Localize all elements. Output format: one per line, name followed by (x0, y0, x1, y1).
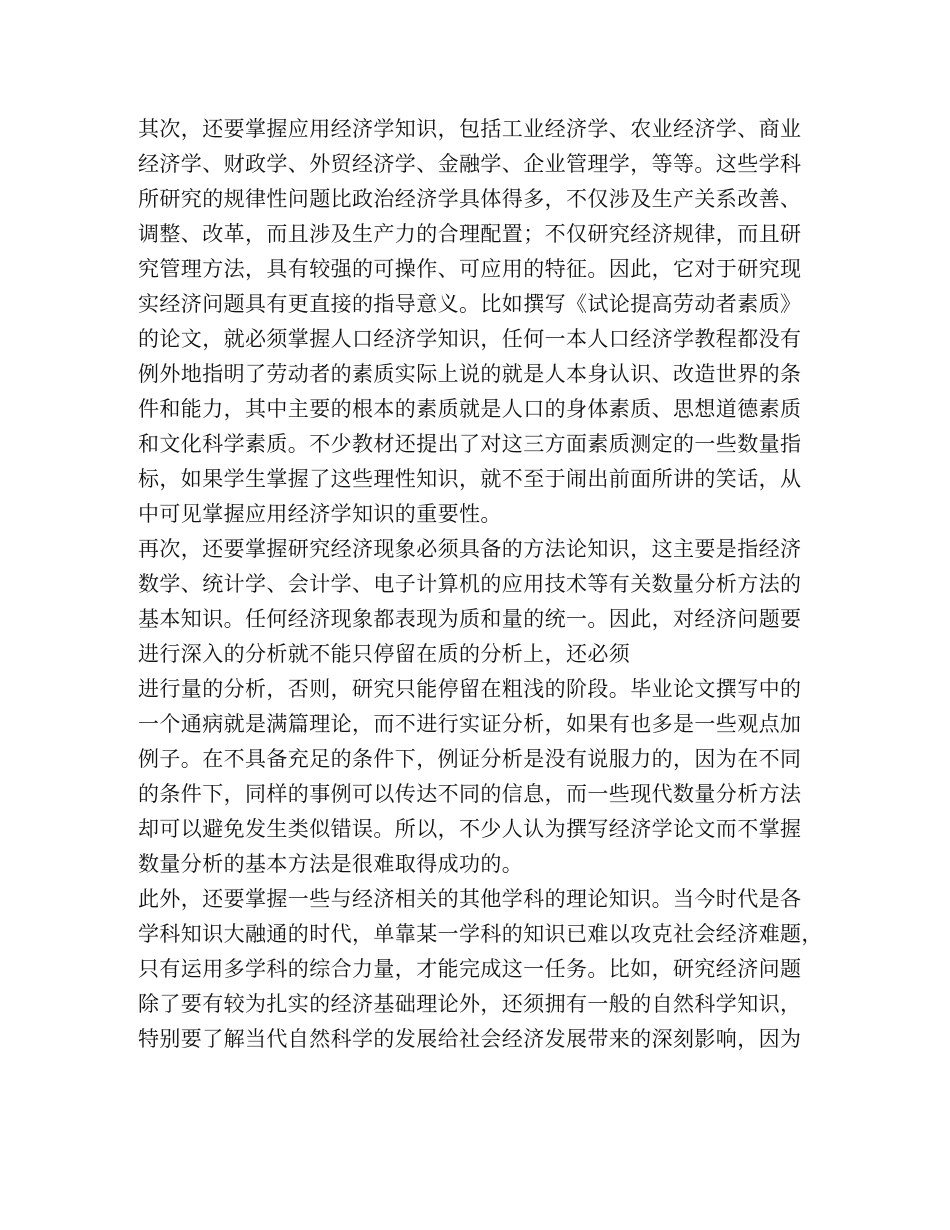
text-line: 的条件下，同样的事例可以传达不同的信息，而一些现代数量分析方法 (138, 782, 802, 806)
text-line: 和文化科学素质。不少教材还提出了对这三方面素质测定的一些数量指 (138, 432, 802, 456)
text-line: 其次，还要掌握应用经济学知识，包括工业经济学、农业经济学、商业 (138, 117, 802, 141)
text-line: 的论文，就必须掌握人口经济学知识，任何一本人口经济学教程都没有 (138, 327, 802, 351)
body-text (138, 112, 828, 1057)
text-line: 却可以避免发生类似错误。所以，不少人认为撰写经济学论文而不掌握 (138, 817, 802, 841)
text-line: 只有运用多学科的综合力量，才能完成这一任务。比如，研究经济问题 (138, 957, 802, 981)
text-line: 例外地指明了劳动者的素质实际上说的就是人本身认识、改造世界的条 (138, 362, 802, 386)
text-line: 进行量的分析，否则，研究只能停留在粗浅的阶段。毕业论文撰写中的 (138, 677, 802, 701)
text-line: 数量分析的基本方法是很难取得成功的。 (138, 852, 524, 876)
text-line: 经济学、财政学、外贸经济学、金融学、企业管理学，等等。这些学科 (138, 152, 802, 176)
text-line: 标，如果学生掌握了这些理性知识，就不至于闹出前面所讲的笑话，从 (138, 467, 802, 491)
text-line: 学科知识大融通的时代，单靠某一学科的知识已难以攻克社会经济难题， (138, 922, 823, 946)
text-line: 数学、统计学、会计学、电子计算机的应用技术等有关数量分析方法的 (138, 572, 802, 596)
text-line: 实经济问题具有更直接的指导意义。比如撰写《试论提高劳动者素质》 (138, 292, 802, 316)
text-line: 一个通病就是满篇理论，而不进行实证分析，如果有也多是一些观点加 (138, 712, 802, 736)
text-line: 再次，还要掌握研究经济现象必须具备的方法论知识，这主要是指经济 (138, 537, 802, 561)
text-line: 所研究的规律性问题比政治经济学具体得多，不仅涉及生产关系改善、 (138, 187, 802, 211)
text-line: 除了要有较为扎实的经济基础理论外，还须拥有一般的自然科学知识， (138, 992, 802, 1016)
text-line: 此外，还要掌握一些与经济相关的其他学科的理论知识。当今时代是各 (138, 887, 802, 911)
text-line: 调整、改革，而且涉及生产力的合理配置；不仅研究经济规律，而且研 (138, 222, 802, 246)
text-line: 例子。在不具备充足的条件下，例证分析是没有说服力的，因为在不同 (138, 747, 802, 771)
text-line: 基本知识。任何经济现象都表现为质和量的统一。因此，对经济问题要 (138, 607, 802, 631)
text-line: 特别要了解当代自然科学的发展给社会经济发展带来的深刻影响，因为 (138, 1027, 802, 1051)
text-line: 中可见掌握应用经济学知识的重要性。 (138, 502, 502, 526)
text-line: 究管理方法，具有较强的可操作、可应用的特征。因此，它对于研究现 (138, 257, 802, 281)
text-line: 进行深入的分析就不能只停留在质的分析上，还必须 (138, 642, 631, 666)
text-line: 件和能力，其中主要的根本的素质就是人口的身体素质、思想道德素质 (138, 397, 802, 421)
